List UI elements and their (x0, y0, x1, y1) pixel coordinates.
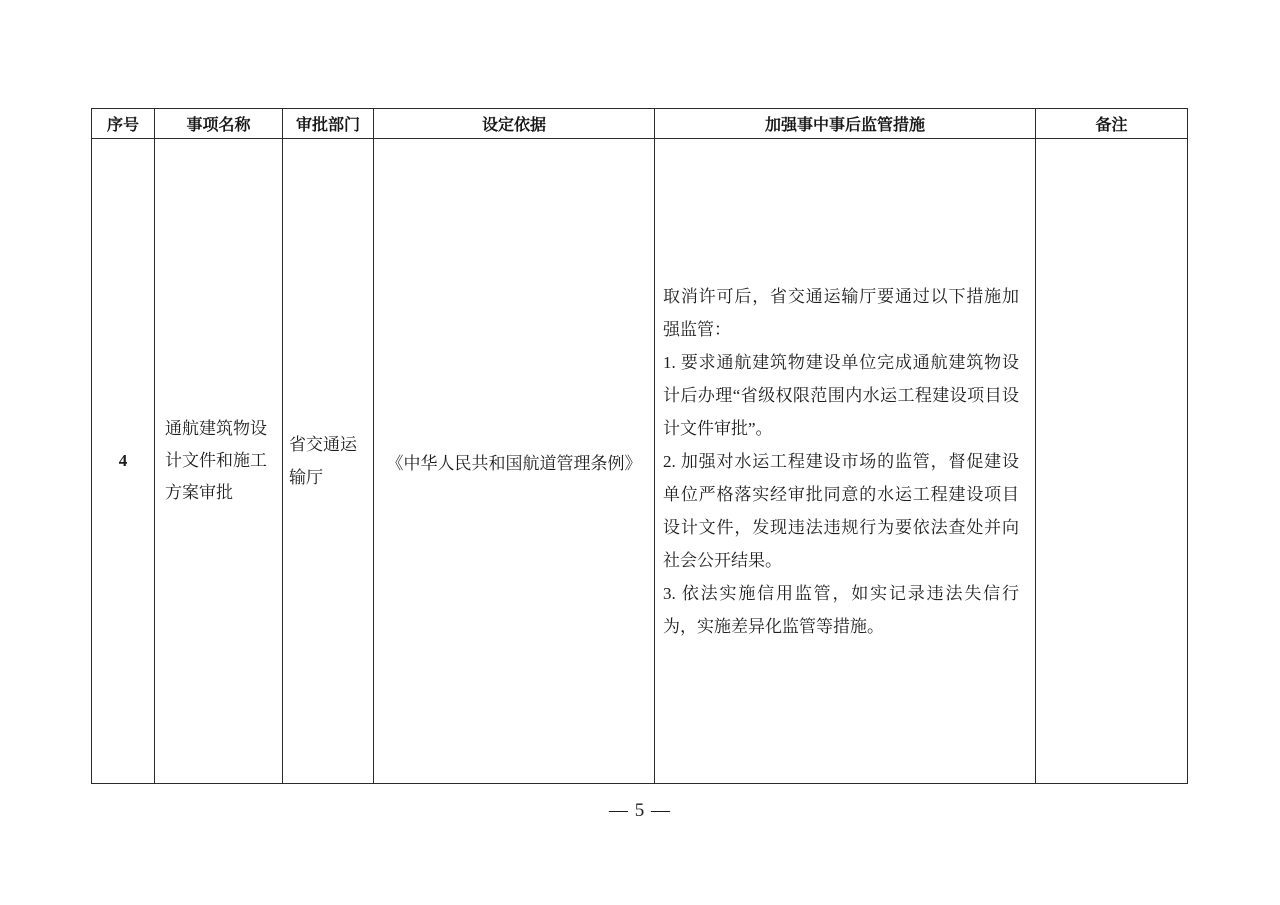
cell-department (283, 139, 374, 784)
cell-basis (374, 139, 655, 784)
col-header-item-name: 事项名称 (155, 109, 283, 139)
measure-paragraph: 2. 加强对水运工程建设市场的监管，督促建设单位严格落实经审批同意的水运工程建设项目设计文件，发现违法违规行为要依法查处并向社会公开结果。 (663, 451, 1019, 570)
col-header-remark: 备注 (1036, 109, 1188, 139)
item-name-text: 通航建筑物设计文件和施工方案审批 (165, 419, 267, 502)
measures-text (663, 280, 1019, 643)
basis-text: 《中华人民共和国航道管理条例》 (386, 453, 642, 473)
col-header-index: 序号 (92, 109, 155, 139)
table-row (92, 139, 1188, 784)
measure-paragraph: 3. 依法实施信用监管，如实记录违法失信行为，实施差异化监管等措施。 (663, 583, 1019, 636)
cell-index: 4 (92, 139, 155, 784)
table-header-row (92, 109, 1188, 139)
measure-paragraph: 1. 要求通航建筑物建设单位完成通航建筑物设计后办理“省级权限范围内水运工程建设项目设计文件审批”。 (663, 352, 1019, 438)
col-header-department: 审批部门 (283, 109, 374, 139)
col-header-measures: 加强事中事后监管措施 (655, 109, 1036, 139)
cell-measures (655, 139, 1036, 784)
col-header-basis: 设定依据 (374, 109, 655, 139)
department-text: 省交通运输厅 (289, 435, 357, 487)
page-number: — 5 — (609, 800, 671, 821)
approval-items-table (91, 108, 1188, 784)
cell-remark (1036, 139, 1188, 784)
cell-item-name (155, 139, 283, 784)
measure-paragraph: 取消许可后，省交通运输厅要通过以下措施加强监管： (663, 286, 1019, 339)
